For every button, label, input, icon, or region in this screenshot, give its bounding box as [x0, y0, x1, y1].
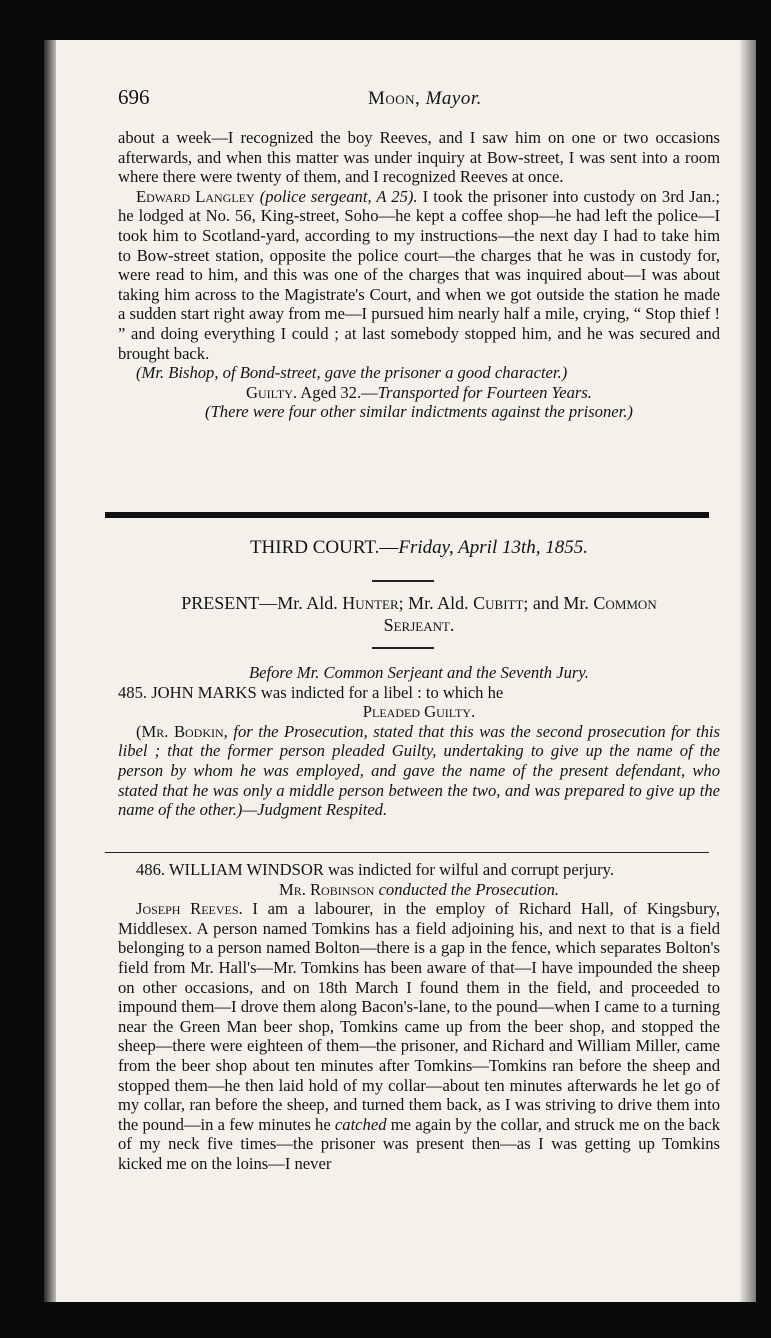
case-486-heading: 486. WILLIAM WINDSOR was indicted for wilful and corrupt perjury.: [136, 860, 615, 879]
counsel-line: Mr. Robinson conducted the Prosecution.: [278, 879, 560, 899]
page-gutter: [44, 40, 56, 1302]
witness-name-2: Joseph Reeves.: [136, 899, 243, 919]
case-486-testimony: Joseph Reeves. I am a labourer, in the employ of Richard Hall, of Kingsbury, Middlesex. A person named Tomkins has a field adjoining his, and next to that is a field belonging to a person named Bolton—there is a gap in the fence, which separates Bolton's field from Mr. Hall's—Mr. Tomkins has been aware of that—I have impounded the sheep on other occasions, and on 18th March I found them in the field, and proceeded to impound them—I drove them along Bacon's-lane, to the pound—when I came to a turning near the Green Man beer shop, Tomkins came up from the beer shop, and stopped the sheep—there were eighteen of them—the prisoner, and Richard and William Miller, came from the beer shop about ten minutes after Tomkins—Tomkins ran before the sheep and stopped them—he then laid hold of my collar—about ten minutes afterwards he let go of my collar, ran before the sheep, and turned them back, as I was striving to drive them into the pound—in a few minutes he catched me again by the collar, and struck me on the back of my neck five times—the prisoner was present then—as I was getting up Tomkins kicked me on the loins—I never: [118, 899, 720, 1173]
section-rule: [105, 512, 709, 518]
court-heading: [118, 538, 720, 558]
indictments-note: (There were four other similar indictments against the prisoner.): [205, 402, 633, 422]
running-header: [118, 85, 720, 115]
case-separator: [105, 852, 709, 853]
case-continuation: [118, 128, 720, 422]
witness-text: I took the prisoner into custody on 3rd Jan.; he lodged at No. 56, King-street, Soho—he kept a coffee shop—he had left the police—I took him to Scotland-yard, according to my instructions—the next day I had to take him to Bow-street station, opposite the police court—the charges that he was in custody for, were read to him, and this was one of the charges that was inquired about—I was about taking him across to the Magistrate's Court, and when we got outside the station he made a sudden start right away from me—I pursued him nearly half a mile, crying, “ Stop thief ! ” and doing everything I could ; at last somebody stopped him, and he was secured and brought back.: [118, 186, 721, 363]
plea-line: Pleaded Guilty.: [362, 702, 476, 722]
short-rule: [372, 580, 434, 582]
short-rule-2: [372, 647, 434, 649]
verdict-line: Guilty. Aged 32.—Transported for Fourteen Years.: [246, 382, 592, 402]
present-line: PRESENT—Mr. Ald. Hunter; Mr. Ald. Cubitt; and Mr. Common Serjeant.: [181, 593, 657, 635]
cont-paragraph: about a week—I recognized the boy Reeves, and I saw him on one or two occasions afterwards, and when this matter was under inquiry at Bow-street, I was sent into a room where there were twenty of them, and I recognized Reeves at once.: [118, 128, 720, 187]
running-title: Moon, Mayor.: [368, 88, 482, 109]
before-line: Before Mr. Common Serjeant and the Seventh Jury.: [249, 663, 589, 682]
case-485-heading: 485. JOHN MARKS was indicted for a libel : to which he: [118, 682, 504, 702]
case-486: [118, 860, 720, 1174]
court-title: THIRD COURT.—Friday, April 13th, 1855.: [249, 537, 589, 558]
character-note: (Mr. Bishop, of Bond-street, gave the prisoner a good character.): [136, 363, 568, 383]
witness-paragraph: [118, 187, 720, 363]
case-485: [118, 663, 720, 820]
page-number: 696: [118, 85, 150, 109]
witness-role: (police sergeant, A 25).: [259, 186, 418, 206]
case-485-body: (Mr. Bodkin, for the Prosecution, stated that this was the second prosecution for this libel ; that the former person pleaded Guilty, undertaking to give up the name of the person by whom he was employed, and gave the name of the present defendant, who stated that he was only a middle person between the two, and was prepared to give up the name of the other.)—Judgment Respited.: [118, 721, 720, 820]
witness-name: Edward Langley: [136, 186, 255, 206]
present-block: [118, 592, 720, 636]
page-edge: [740, 40, 756, 1302]
